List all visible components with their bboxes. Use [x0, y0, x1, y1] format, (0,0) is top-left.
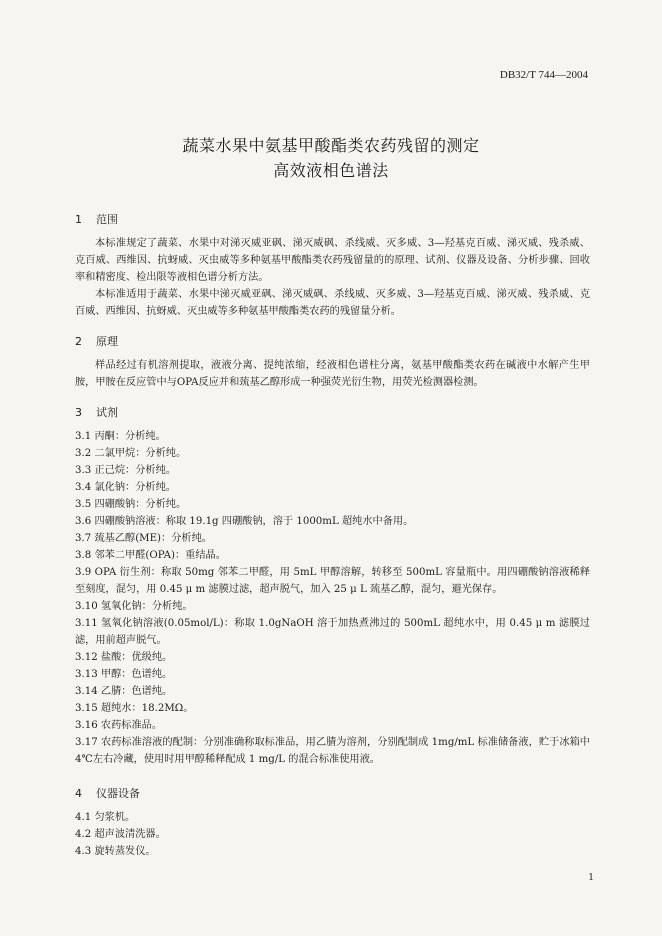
reagent-item: 3.13 甲醇：色谱纯。 [75, 669, 173, 680]
document-title: 蔬菜水果中氨基甲酸酯类农药残留的测定 [182, 136, 480, 155]
reagent-item: 3.5 四硼酸钠：分析纯。 [75, 499, 187, 510]
reagent-item: 3.15 超纯水：18.2MΩ。 [75, 703, 194, 714]
section-heading-equipment: 4 仪器设备 [75, 787, 140, 800]
reagent-item: 3.6 四硼酸钠溶液：称取 19.1g 四硼酸钠，溶于 1000mL 超纯水中备用。 [75, 516, 414, 527]
reagent-item: 3.2 二氯甲烷：分析纯。 [75, 448, 187, 459]
standard-number: DB32/T 744—2004 [499, 69, 588, 81]
equipment-item: 4.2 超声波清洗器。 [75, 829, 166, 840]
section-heading-principle: 2 原理 [75, 335, 118, 348]
section-heading-reagents: 3 试剂 [75, 406, 118, 419]
reagent-item: 3.11 氢氧化钠溶液(0.05mol/L)：称取 1.0gNaOH 溶于加热煮沸过的 500mL 超纯水中，用 0.45 μ m 滤膜过滤，用前超声脱气。 [75, 618, 590, 646]
reagent-item: 3.12 盐酸：优级纯。 [75, 652, 173, 663]
reagent-item: 3.14 乙腈：色谱纯。 [75, 686, 173, 697]
reagent-item: 3.10 氢氧化钠：分析纯。 [75, 601, 193, 612]
reagent-item: 3.3 正己烷：分析纯。 [75, 465, 176, 476]
section-heading-scope: 1 范围 [75, 213, 118, 226]
document-subtitle: 高效液相色谱法 [273, 161, 389, 180]
page-number: 1 [588, 873, 594, 883]
reagent-item: 3.7 巯基乙醇(ME)：分析纯。 [75, 533, 212, 544]
scope-paragraph-1: 本标准规定了蔬菜、水果中对涕灭威亚砜、涕灭威砜、杀线威、灭多威、3—羟基克百威、涕灭威、残杀威、克百威、西维因、抗蚜威、灭虫威等多种氨基甲酸酯类农药残留量的的原理、试剂、仪器及设备、分析步骤、回收率和精密度、检出限等液相色谱分析方法。 [75, 238, 590, 283]
scope-paragraph-2: 本标准适用于蔬菜、水果中涕灭威亚砜、涕灭威砜、杀线威、灭多威、3—羟基克百威、涕灭威、残杀威、克百威、西维因、抗蚜威、灭虫威等多种氨基甲酸酯类农药的残留量分析。 [75, 289, 590, 317]
equipment-item: 4.1 匀浆机。 [75, 812, 136, 823]
principle-paragraph: 样品经过有机溶剂提取，液液分离、提纯浓缩，经液相色谱柱分离，氨基甲酸酯类农药在碱液中水解产生甲胺，甲胺在反应管中与OPA反应并和巯基乙醇形成一种强荧光衍生物，用荧光检测器检测。 [75, 360, 590, 388]
reagent-item: 3.9 OPA 衍生剂：称取 50mg 邻苯二甲醛，用 5mL 甲醇溶解，转移至 500mL 容量瓶中。用四硼酸钠溶液稀释至刻度，混匀，用 0.45 μ m 滤膜过滤，超声脱气，加入 25 μ L 巯基乙醇，混匀，避光保存。 [75, 567, 590, 595]
reagent-item: 3.16 农药标准品。 [75, 720, 163, 731]
reagent-item: 3.4 氯化钠：分析纯。 [75, 482, 176, 493]
equipment-item: 4.3 旋转蒸发仪。 [75, 846, 156, 857]
reagent-item: 3.8 邻苯二甲醛(OPA)：重结晶。 [75, 550, 226, 561]
reagent-item: 3.1 丙酮：分析纯。 [75, 431, 166, 442]
reagent-item: 3.17 农药标准溶液的配制：分别准确称取标准品，用乙腈为溶剂，分别配制成 1mg/mL 标准储备液，贮于冰箱中 4℃左右冷藏，使用时用甲醇稀释配成 1 mg/L 的混合标准使用液。 [75, 737, 590, 765]
